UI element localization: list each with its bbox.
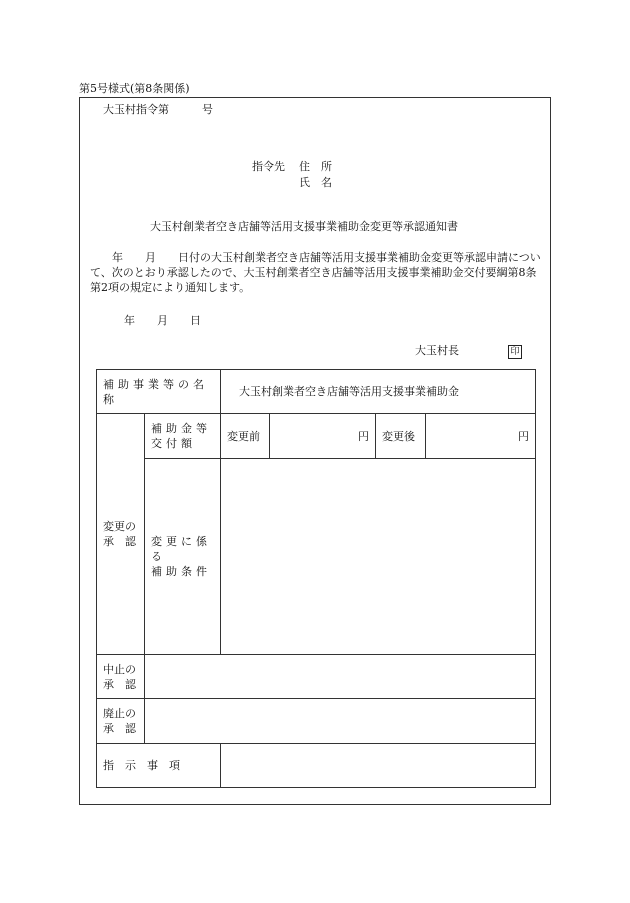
abolition-value [145,699,536,744]
abolition-label: 廃止の 承 認 [97,699,145,744]
before-label: 変更前 [221,414,270,459]
conditions-label: 変更に係る 補助条件 [145,459,221,655]
form-label: 第5号様式(第8条関係) [79,82,190,95]
instructions-label: 指 示 事 項 [97,744,221,788]
doc-number: 大玉村指令第 号 [103,103,213,116]
date-line: 年 月 日 [124,314,201,327]
name-label: 氏 名 [299,176,332,189]
conditions-value [221,459,536,655]
suspension-label: 中止の 承 認 [97,655,145,699]
body-text: 年 月 日付の大玉村創業者空き店舗等活用支援事業補助金変更等承認申請について、次のとおり承認したので、大玉村創業者空き店舗等活用支援事業補助金交付要綱第8条第2項の規定により通知します。 [90,251,541,294]
after-label: 変更後 [376,414,426,459]
project-name-value: 大玉村創業者空き店舗等活用支援事業補助金 [221,370,536,414]
amount-label: 補助金等 交付額 [145,414,221,459]
instructions-value [221,744,536,788]
recipient-label: 指令先 [252,160,285,173]
approval-table [96,369,536,788]
issuer-line [415,342,522,359]
document-title: 大玉村創業者空き店舗等活用支援事業補助金変更等承認通知書 [150,220,458,233]
suspension-value [145,655,536,699]
project-name-label: 補助事業等の名称 [97,370,221,414]
after-amount: 円 [426,414,536,459]
issuer-name: 大玉村長 [415,344,459,357]
seal-mark: 印 [508,345,522,359]
address-label: 住 所 [299,160,332,173]
change-approval-label: 変更の 承 認 [97,414,145,655]
before-amount: 円 [270,414,376,459]
